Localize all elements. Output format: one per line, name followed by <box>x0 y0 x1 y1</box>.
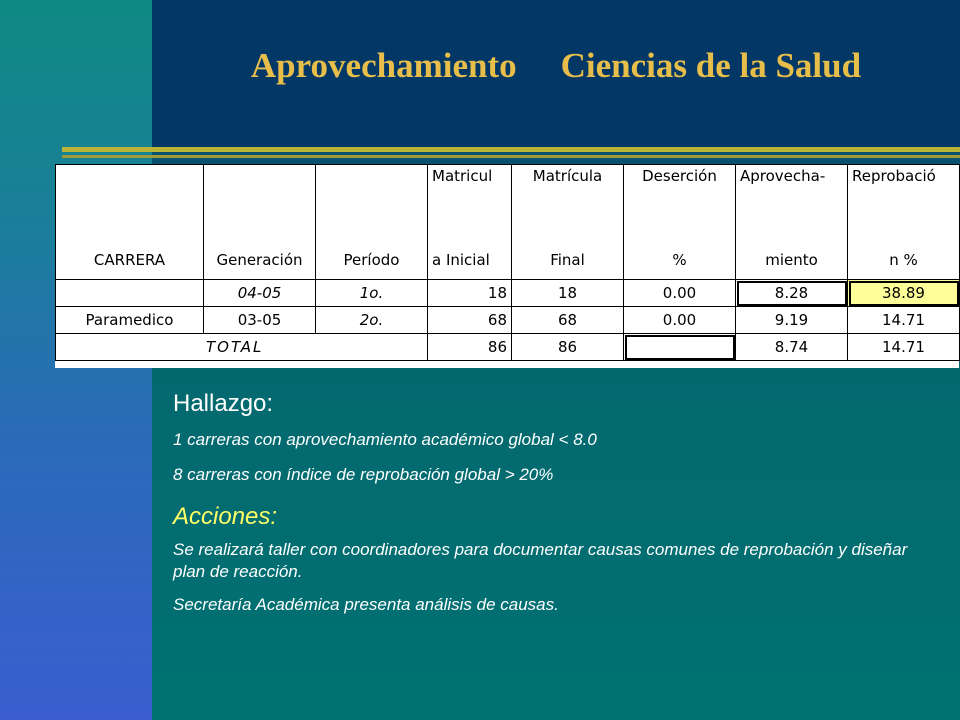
findings-section <box>173 390 913 627</box>
cell-matricula-inicial: 68 <box>428 307 512 334</box>
results-table-container <box>55 164 959 368</box>
title-left: Aprovechamiento <box>250 46 517 85</box>
action-item: Secretaría Académica presenta análisis de causas. <box>173 595 559 614</box>
findings-heading: Hallazgo: <box>173 390 274 417</box>
cell-carrera: Paramedico <box>56 307 204 334</box>
header-carrera: CARRERA <box>56 165 204 280</box>
results-table <box>55 164 960 361</box>
cell-aprovechamiento: 9.19 <box>736 307 848 334</box>
cell-generacion: 04-05 <box>204 280 316 307</box>
cell-desercion: 0.00 <box>624 307 736 334</box>
table-row <box>56 307 960 334</box>
header-aprovechamiento: Aprovecha- miento <box>736 165 848 280</box>
slide-title <box>152 46 960 86</box>
header-matricula-final: Matrícula Final <box>512 165 624 280</box>
cell-total-aprovechamiento: 8.74 <box>736 334 848 361</box>
header-desercion: Deserción % <box>624 165 736 280</box>
header-periodo: Período <box>316 165 428 280</box>
table-total-row <box>56 334 960 361</box>
cell-total-matricula-inicial: 86 <box>428 334 512 361</box>
cell-reprobacion-highlighted: 38.89 <box>848 280 960 307</box>
cell-total-matricula-final: 86 <box>512 334 624 361</box>
cell-carrera <box>56 280 204 307</box>
cell-matricula-inicial: 18 <box>428 280 512 307</box>
table-row <box>56 280 960 307</box>
title-divider-secondary <box>62 155 960 158</box>
actions-heading: Acciones: <box>173 503 278 530</box>
cell-generacion: 03-05 <box>204 307 316 334</box>
cell-periodo: 1o. <box>316 280 428 307</box>
header-reprobacion: Reprobació n % <box>848 165 960 280</box>
cell-aprovechamiento: 8.28 <box>736 280 848 307</box>
cell-periodo: 2o. <box>316 307 428 334</box>
table-header-row <box>56 165 960 280</box>
action-item: Se realizará taller con coordinadores para documentar causas comunes de reprobación y diseñar plan de reacción. <box>173 540 908 581</box>
cell-total-desercion <box>624 334 736 361</box>
finding-item: 1 carreras con aprovechamiento académico global < 8.0 <box>173 430 597 449</box>
cell-total-reprobacion: 14.71 <box>848 334 960 361</box>
cell-desercion: 0.00 <box>624 280 736 307</box>
cell-reprobacion: 14.71 <box>848 307 960 334</box>
header-generacion: Generación <box>204 165 316 280</box>
cell-total-label: TOTAL <box>56 334 428 361</box>
title-right: Ciencias de la Salud <box>560 46 862 85</box>
title-divider <box>62 147 960 152</box>
header-matricula-inicial: Matricul a Inicial <box>428 165 512 280</box>
finding-item: 8 carreras con índice de reprobación global > 20% <box>173 465 554 484</box>
cell-matricula-final: 68 <box>512 307 624 334</box>
cell-matricula-final: 18 <box>512 280 624 307</box>
